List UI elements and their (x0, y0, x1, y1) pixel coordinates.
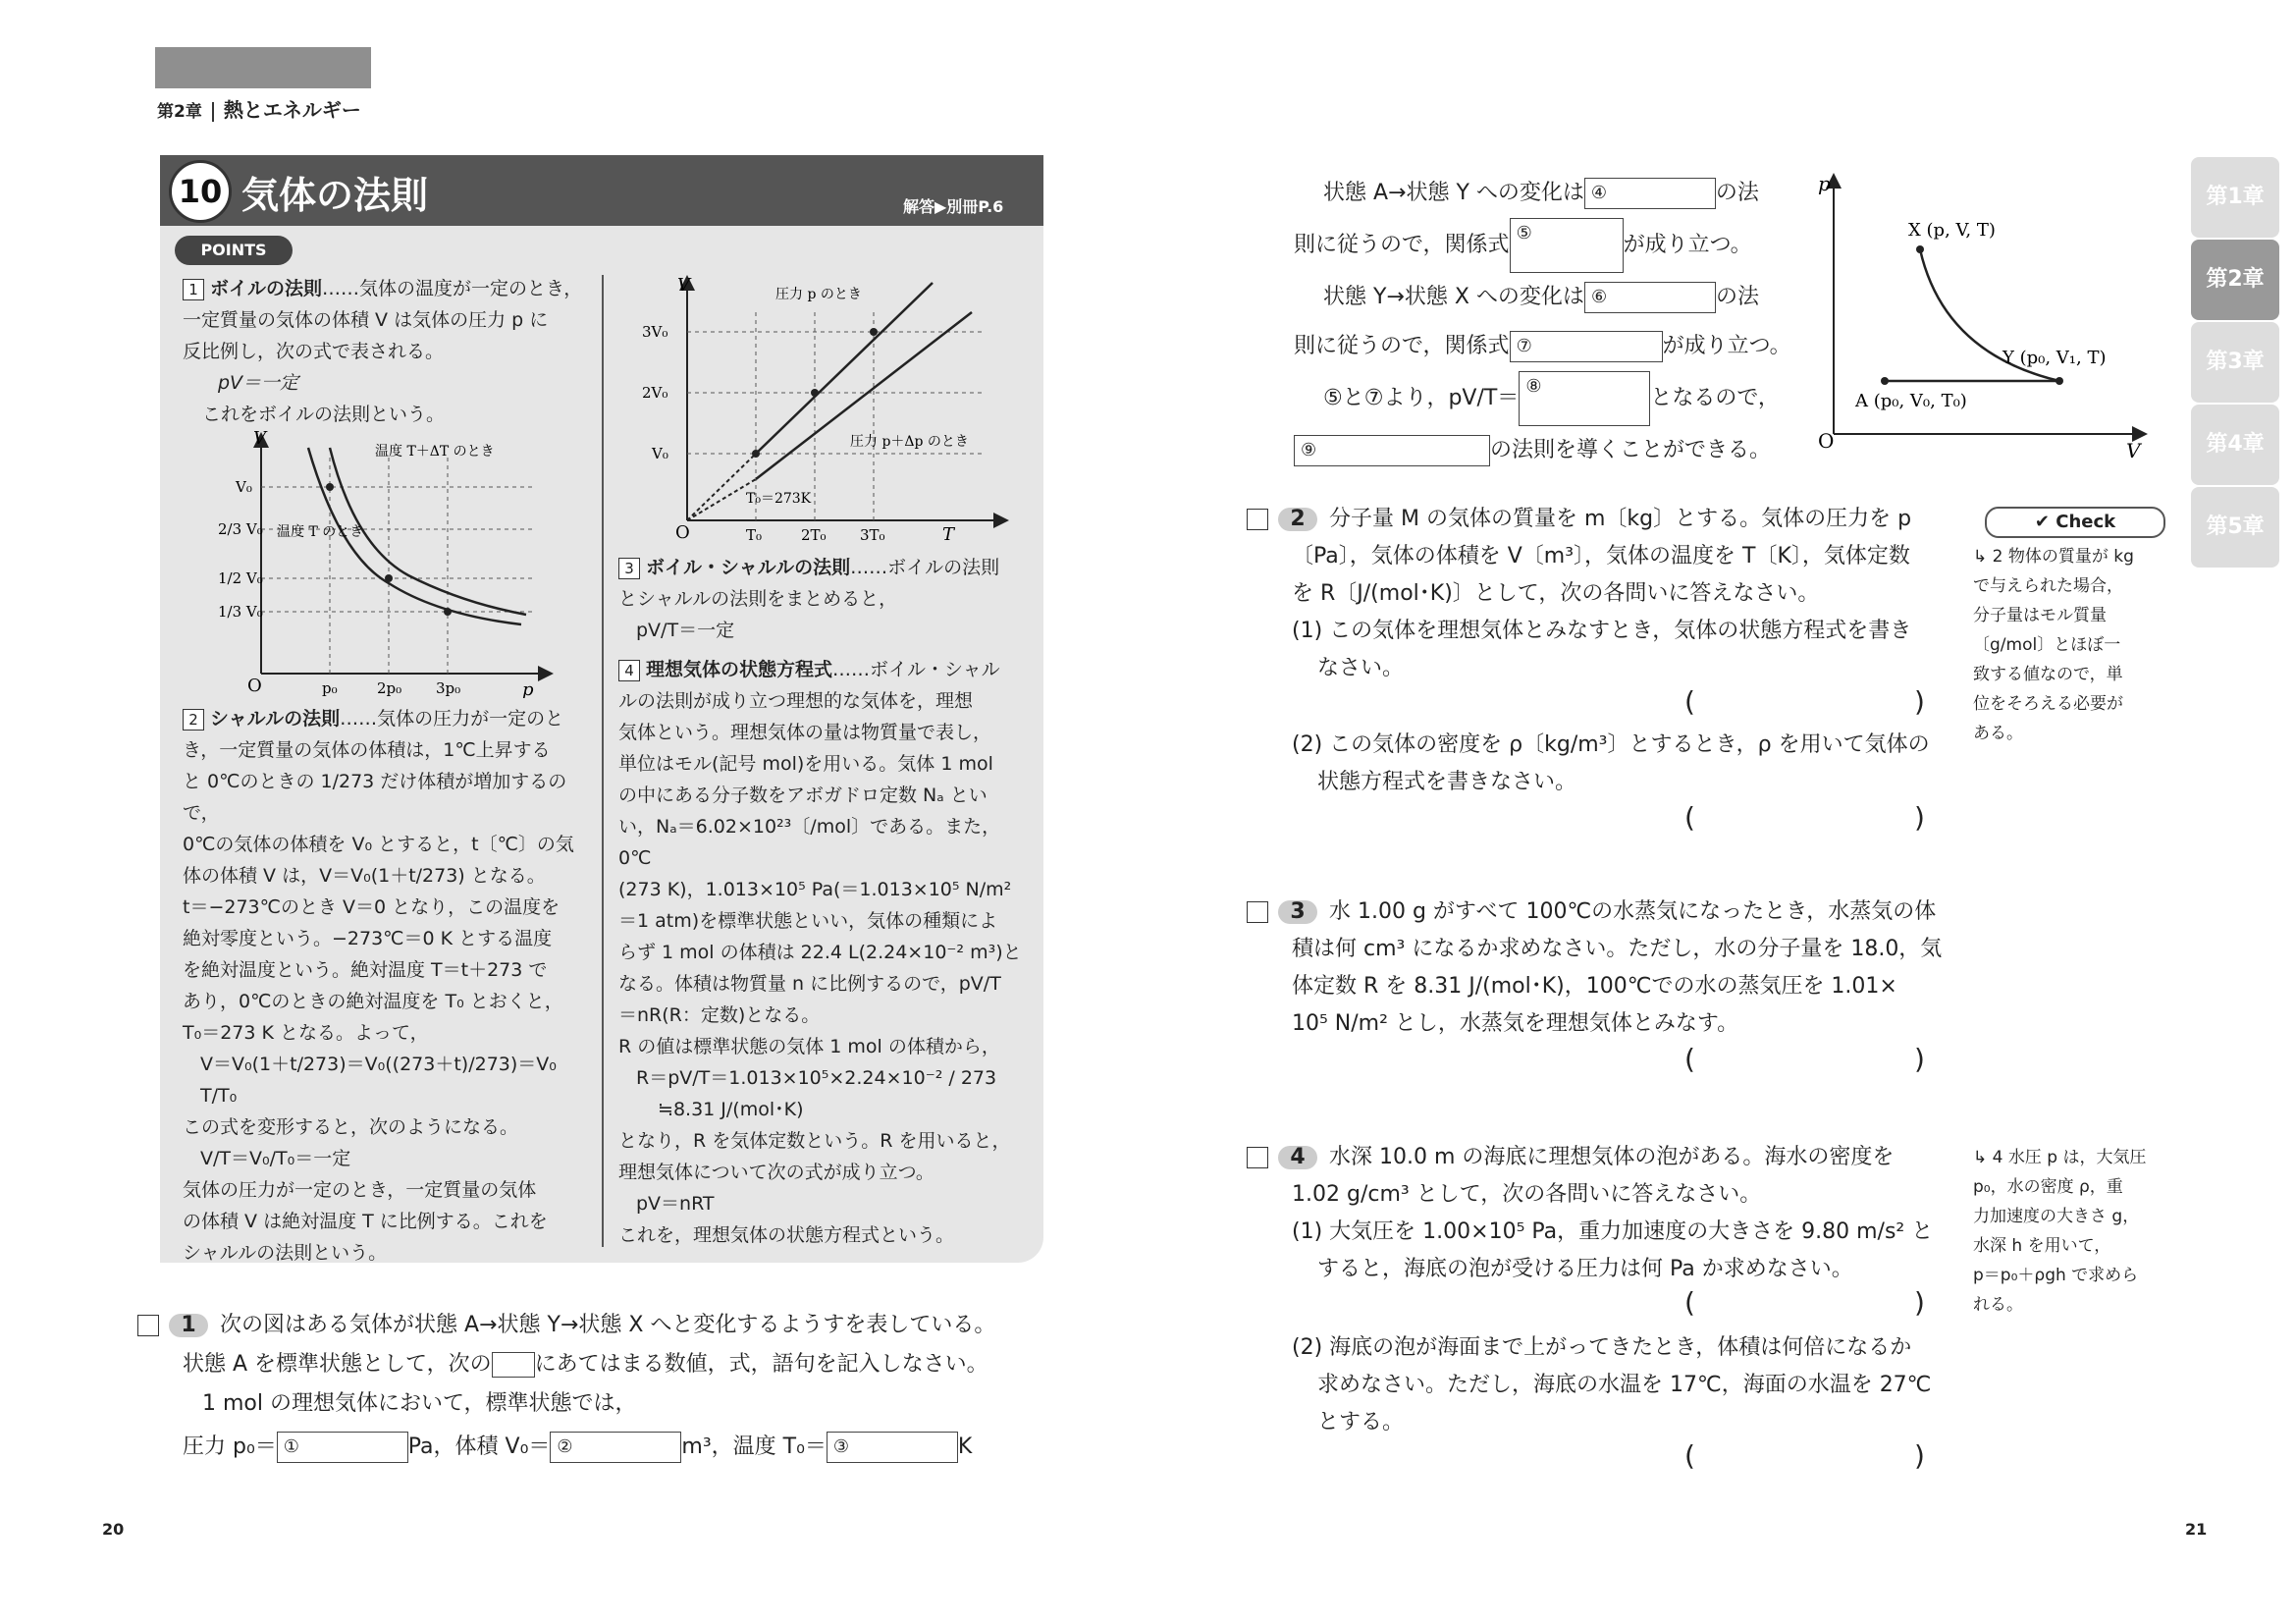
answer-open-paren: ( (1684, 685, 1695, 718)
curve-label: 温度 T＋ΔT のとき (375, 444, 495, 460)
question-text: m³，温度 T₀＝ (681, 1435, 827, 1459)
text-line: あり，0℃のときの絶対温度を T₀ とおくと， (183, 991, 563, 1012)
question-number: 3 (1278, 900, 1317, 924)
chapter-tab-2[interactable]: 第2章 (2191, 240, 2279, 320)
point-heading: 理想気体の状態方程式 (646, 659, 833, 680)
question-text: 則に従うので，関係式 (1294, 334, 1510, 358)
answer-open-paren: ( (1684, 1286, 1695, 1319)
svg-text:A (p₀, V₀, T₀): A (p₀, V₀, T₀) (1855, 391, 1967, 411)
sub-number: (2) (1292, 1335, 1323, 1360)
line-p (756, 283, 933, 454)
question-text: すると，海底の泡が受ける圧力は何 Pa か求めなさい。 (1317, 1257, 1853, 1281)
question-text: 体定数 R を 8.31 J/(mol･K)，100℃での水の蒸気圧を 1.01× (1292, 974, 1897, 999)
sub-number: (1) (1292, 619, 1323, 643)
text-line: シャルルの法則という。 (183, 1242, 388, 1264)
text-line: らず 1 mol の体積は 22.4 L(2.24×10⁻² m³)と (618, 942, 1022, 963)
answer-blank-5[interactable]: ⑤ (1510, 218, 1624, 273)
chapter-label (157, 94, 361, 123)
blank-example (492, 1352, 535, 1378)
point-ideal-gas (618, 654, 1031, 1251)
svg-text:2V₀: 2V₀ (642, 384, 668, 402)
point-boyle (183, 273, 585, 430)
svg-text:X (p, V, T): X (p, V, T) (1908, 220, 1996, 241)
curve-label: 温度 T のとき (277, 524, 364, 540)
question-text: 分子量 M の気体の質量を m〔kg〕とする。気体の圧力を p (1329, 507, 1912, 531)
formula: V＝V₀(1＋t/273)＝V₀((273＋t)/273)＝V₀ T/T₀ (200, 1054, 557, 1107)
svg-text:3V₀: 3V₀ (642, 323, 668, 341)
answer-blank-6[interactable]: ⑥ (1584, 282, 1716, 313)
formula: pV/T＝一定 (636, 620, 735, 641)
y-tick: 2/3 V₀ (218, 520, 263, 538)
sub-number: (2) (1292, 732, 1323, 757)
svg-text:3T₀: 3T₀ (860, 526, 885, 544)
text-line: 単位はモル(記号 mol)を用いる。気体 1 mol (618, 753, 993, 775)
chapter-tab-3[interactable]: 第3章 (2191, 322, 2279, 403)
point-heading: シャルルの法則 (210, 708, 341, 730)
section-number: 10 (169, 160, 232, 223)
text-line: 気体という。理想気体の量は物質量で表し， (618, 722, 992, 743)
text-line: と 0℃のときの 1/273 だけ体積が増加するので， (183, 771, 567, 824)
text-line: 反比例し，次の式で表される。 (183, 341, 445, 362)
question-3 (1247, 893, 1953, 1043)
text-line: 一定質量の気体の体積 V は気体の圧力 p に (183, 309, 549, 331)
section-title: 気体の法則 (241, 174, 429, 217)
question-text: の法 (1715, 181, 1759, 205)
text-line: 0℃の気体の体積を V₀ とすると，t〔℃〕の気 (183, 834, 574, 855)
question-text: とする。 (1317, 1410, 1405, 1435)
question-text: 状態 A を標準状態として，次の (183, 1352, 492, 1377)
text-line: き，一定質量の気体の体積は，1℃上昇する (183, 739, 551, 761)
charles-graph (618, 273, 1011, 548)
formula: pV＝一定 (218, 372, 299, 394)
y-tick: V₀ (236, 478, 252, 496)
boyle-graph (183, 428, 556, 698)
chapter-tab-5[interactable]: 第5章 (2191, 487, 2279, 568)
question-text: を R〔J/(mol･K)〕として，次の各問いに答えなさい。 (1292, 581, 1820, 606)
text-line: (273 K)，1.013×10⁵ Pa(＝1.013×10⁵ N/m² (618, 879, 1012, 900)
question-text: 圧力 p₀＝ (183, 1435, 277, 1459)
text-line: 体の体積 V は，V＝V₀(1＋t/273) となる。 (183, 865, 546, 887)
question-checkbox[interactable] (1247, 509, 1268, 530)
y-tick: 1/3 V₀ (218, 603, 263, 621)
text-line: この式を変形すると，次のようになる。 (183, 1116, 519, 1138)
text-line: 気体の圧力が一定のとき，一定質量の気体 (183, 1179, 537, 1201)
question-4-sub-2 (1292, 1329, 1959, 1441)
answer-open-paren: ( (1684, 1043, 1695, 1075)
question-text: 状態方程式を書きなさい。 (1317, 770, 1577, 794)
point-heading: ボイルの法則 (210, 278, 323, 299)
chapter-tab-1[interactable]: 第1章 (2191, 157, 2279, 238)
answer-blank-9[interactable]: ⑨ (1294, 435, 1490, 466)
point-charles (183, 703, 585, 1269)
formula: V/T＝V₀/T₀＝一定 (200, 1148, 351, 1169)
question-1-continued (1294, 169, 1843, 475)
text-line: の中にある分子数をアボガドロ定数 Nₐ とい (618, 785, 988, 806)
hint-question-4: ↳ 4 水圧 p は，大気圧 p₀，水の密度 ρ，重 力加速度の大きさ g， 水深 h を用いて， p＝p₀＋ρgh で求めら れる。 (1973, 1148, 2147, 1315)
text-line: ……ボイルの法則 (850, 557, 1000, 578)
question-checkbox[interactable] (1247, 1147, 1268, 1168)
svg-text:V: V (677, 275, 690, 296)
point-boyle-charles (618, 552, 1031, 646)
x-axis-label: p (522, 679, 534, 698)
question-text: 水 1.00 g がすべて 100℃の水蒸気になったとき，水蒸気の体 (1329, 899, 1937, 924)
text-line: これをボイルの法則という。 (202, 404, 446, 425)
formula: R＝pV/T＝1.013×10⁵×2.24×10⁻² / 273 (636, 1067, 997, 1089)
answer-blank-8[interactable]: ⑧ (1519, 371, 1650, 426)
answer-blank-7[interactable]: ⑦ (1510, 331, 1663, 362)
text-line: なる。体積は物質量 n に比例するので，pV/T (618, 973, 1001, 995)
y-axis-label: V (253, 428, 266, 449)
text-line: ……気体の温度が一定のとき， (322, 278, 583, 299)
page-number-right: 21 (2185, 1520, 2208, 1539)
svg-text:Y (p₀, V₁, T): Y (p₀, V₁, T) (2002, 348, 2107, 368)
svg-text:圧力 p＋Δp のとき: 圧力 p＋Δp のとき (850, 434, 969, 450)
svg-text:T: T (942, 524, 955, 545)
svg-text:2T₀: 2T₀ (801, 526, 827, 544)
chapter-tab-4[interactable]: 第4章 (2191, 405, 2279, 485)
svg-text:T₀: T₀ (746, 526, 763, 544)
question-text: 求めなさい。ただし，海底の水温を 17℃，海面の水温を 27℃ (1317, 1373, 1932, 1397)
question-text: の法 (1715, 285, 1759, 309)
question-text: なさい。 (1317, 656, 1405, 680)
y-tick: 1/2 V₀ (218, 569, 263, 587)
point-heading: ボイル・シャルルの法則 (646, 557, 851, 578)
question-text: が成り立つ。 (1662, 334, 1791, 358)
svg-text:O: O (675, 522, 690, 543)
question-text: 1.02 g/cm³ として，次の各問いに答えなさい。 (1292, 1182, 1762, 1207)
answer-close-paren: ) (1914, 685, 1925, 718)
check-badge: ✔ Check (1985, 507, 2165, 538)
text-line: の体積 V は絶対温度 T に比例する。これを (183, 1211, 548, 1232)
text-line: R の値は標準状態の気体 1 mol の体積から， (618, 1036, 1000, 1057)
question-checkbox[interactable] (1247, 901, 1268, 923)
question-text: ⑤と⑦より，pV/T＝ (1323, 386, 1520, 410)
x-tick: 2p₀ (377, 679, 402, 697)
question-text: Pa，体積 V₀＝ (407, 1435, 551, 1459)
chapter-name: 熱とエネルギー (223, 98, 361, 122)
svg-text:p: p (1818, 172, 1831, 195)
answer-close-paren: ) (1914, 1439, 1925, 1472)
point-number: 2 (183, 709, 204, 731)
answer-open-paren: ( (1684, 801, 1695, 834)
svg-text:圧力 p のとき: 圧力 p のとき (775, 287, 862, 302)
point-number: 3 (618, 558, 640, 579)
question-text: 次の図はある気体が状態 A→状態 Y→状態 X へと変化するようすを表している。 (220, 1313, 996, 1337)
check-label: Check (2056, 512, 2116, 532)
question-number: 4 (1278, 1146, 1317, 1169)
text-line: い，Nₐ＝6.02×10²³〔/mol〕である。また，0℃ (618, 816, 1001, 869)
column-divider (602, 275, 604, 1247)
chapter-bar (155, 47, 371, 88)
question-4 (1247, 1139, 1953, 1288)
formula: ≒8.31 J/(mol･K) (658, 1099, 804, 1120)
question-text: 海底の泡が海面まで上がってきたとき，体積は何倍になるか (1329, 1335, 1912, 1360)
question-text: 則に従うので，関係式 (1294, 233, 1510, 257)
question-text: が成り立つ。 (1623, 233, 1752, 257)
answer-close-paren: ) (1914, 1286, 1925, 1319)
text-line: 絶対零度という。−273℃＝0 K とする温度 (183, 928, 553, 949)
answer-blank-4[interactable]: ④ (1584, 178, 1716, 209)
text-line: ＝nR(R：定数)となる。 (618, 1004, 821, 1026)
text-line: ルの法則が成り立つ理想的な気体を，理想 (618, 690, 974, 712)
question-text: 水深 10.0 m の海底に理想気体の泡がある。海水の密度を (1329, 1145, 1895, 1169)
page-number-left: 20 (102, 1520, 125, 1539)
svg-text:V: V (2126, 439, 2141, 461)
answer-blank-1[interactable]: ① (277, 1432, 408, 1463)
question-text: 大気圧を 1.00×10⁵ Pa，重力加速度の大きさを 9.80 m/s² と (1329, 1219, 1934, 1244)
question-text: 状態 Y→状態 X への変化は (1323, 285, 1584, 309)
text-line: 理想気体について次の式が成り立つ。 (618, 1162, 934, 1183)
x-tick: 3p₀ (436, 679, 461, 697)
answer-close-paren: ) (1914, 801, 1925, 834)
text-line: ……ボイル・シャル (832, 659, 1000, 680)
text-line: これを，理想気体の状態方程式という。 (618, 1224, 955, 1246)
answer-blank-3[interactable]: ③ (827, 1432, 958, 1463)
question-number: 1 (169, 1314, 208, 1337)
text-line: を絶対温度という。絶対温度 T＝t＋273 で (183, 959, 548, 981)
chapter-number: 第2章 (157, 102, 202, 122)
hint-question-2: ↳ 2 物体の質量が kg で与えられた場合， 分子量はモル質量 〔g/mol〕とほぼ一 致する値なので，単 位をそろえる必要が ある。 (1973, 547, 2134, 743)
text-line: t＝−273℃のとき V＝0 となり，この温度を (183, 896, 561, 918)
question-text: 積は何 cm³ になるか求めなさい。ただし，水の分子量を 18.0，気 (1292, 937, 1943, 961)
question-text: 〔Pa〕，気体の体積を V〔m³〕，気体の温度を T〔K〕，気体定数 (1292, 544, 1910, 568)
question-text: この気体を理想気体とみなすとき，気体の状態方程式を書き (1329, 619, 1912, 643)
answer-blank-2[interactable]: ② (550, 1432, 681, 1463)
question-1 (137, 1306, 1060, 1467)
answer-open-paren: ( (1684, 1439, 1695, 1472)
svg-text:V₀: V₀ (652, 445, 668, 462)
text-line: T₀＝273 K となる。よって， (183, 1022, 429, 1044)
question-text: となるので， (1650, 386, 1780, 410)
origin-label: O (247, 676, 262, 696)
points-badge: POINTS (175, 236, 293, 265)
text-line: となり，R を気体定数という。R を用いると， (618, 1130, 1011, 1152)
question-text: 10⁵ N/m² とし，水蒸気を理想気体とみなす。 (1292, 1011, 1739, 1036)
point-number: 4 (618, 660, 640, 681)
formula: pV＝nRT (636, 1193, 715, 1215)
state-change-graph (1806, 167, 2160, 461)
question-text: K (957, 1435, 973, 1459)
svg-text:O: O (1818, 429, 1835, 453)
x-tick: p₀ (322, 679, 338, 697)
question-text: 状態 A→状態 Y への変化は (1323, 181, 1584, 205)
text-line: ＝1 atm)を標準状態といい，気体の種類によ (618, 910, 998, 932)
point-number: 1 (183, 279, 204, 300)
question-2 (1247, 501, 1953, 687)
question-2-sub-2 (1292, 727, 1959, 801)
question-text: この気体の密度を ρ〔kg/m³〕とするとき，ρ を用いて気体の (1329, 732, 1930, 757)
text-line: とシャルルの法則をまとめると， (618, 588, 898, 610)
answer-close-paren: ) (1914, 1043, 1925, 1075)
sub-number: (1) (1292, 1219, 1323, 1244)
text-line: ……気体の圧力が一定のと (340, 708, 564, 730)
answer-reference-link[interactable]: 解答▶別冊P.6 (903, 197, 1004, 216)
question-number: 2 (1278, 508, 1317, 531)
question-text: にあてはまる数値，式，語句を記入しなさい。 (534, 1352, 988, 1377)
question-text: 1 mol の理想気体において，標準状態では， (202, 1391, 637, 1416)
question-text: の法則を導くことができる。 (1490, 438, 1772, 462)
question-checkbox[interactable] (137, 1315, 159, 1336)
svg-text:T₀＝273K: T₀＝273K (746, 491, 812, 507)
